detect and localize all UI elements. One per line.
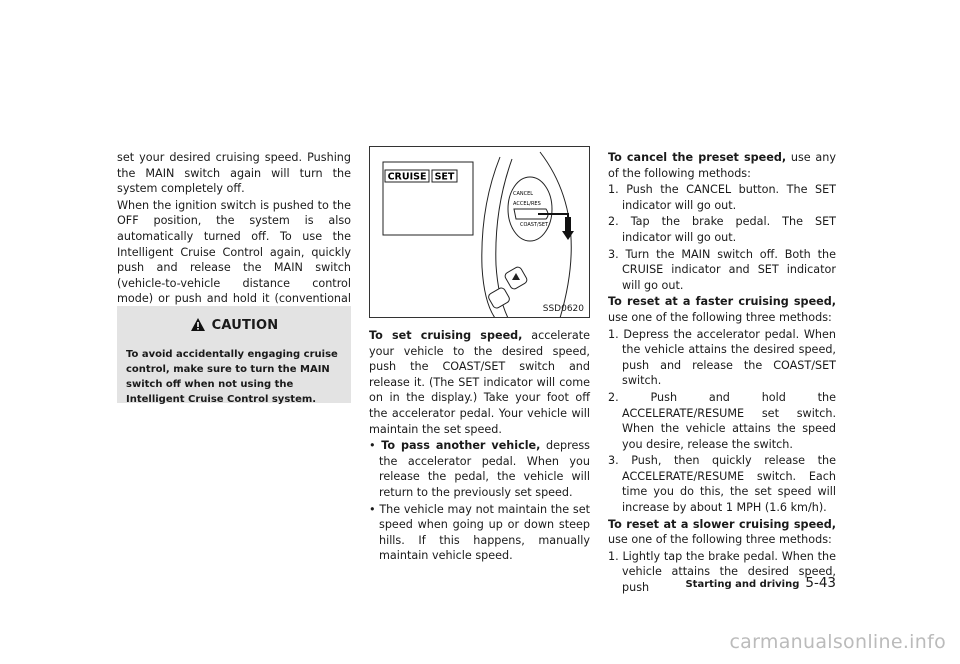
caution-title: CAUTION	[211, 318, 279, 333]
bullet-list	[369, 438, 590, 564]
figure-code: SSD0620	[542, 304, 584, 314]
paragraph	[369, 328, 590, 437]
numbered-list	[608, 182, 836, 293]
list-item: 3. Push, then quickly release the ACCELERATE/RESUME switch. Each time you do this, the set speed will increase by about 1 MPH (1.6 km/h).	[608, 454, 836, 515]
page-footer	[685, 575, 836, 591]
paragraph	[608, 150, 836, 181]
numbered-list	[608, 327, 836, 516]
body-text: use one of the following three methods:	[608, 533, 832, 547]
body-text: use one of the following three methods:	[608, 310, 832, 324]
lead-text: To reset at a slower cruising speed,	[608, 517, 836, 531]
steering-wheel-illustration	[370, 147, 590, 318]
section-name: Starting and driving	[685, 579, 800, 590]
body-text: depress the accelerator pedal. When you release the pedal, the vehicle will return to the previously set speed.	[379, 439, 590, 499]
caution-text: To avoid accidentally engaging cruise control, make sure to turn the MAIN switch off when not using the Intelligent Cruise Control system.	[126, 349, 338, 405]
body-text: The vehicle may not maintain the set speed when going up or down steep hills. If this happens, manually maintain vehicle speed.	[379, 502, 590, 563]
middle-column	[369, 328, 590, 565]
cancel-button-label: CANCEL	[513, 191, 534, 197]
cruise-indicator-text: CRUISE	[387, 171, 427, 183]
warning-icon	[190, 317, 206, 332]
right-column	[608, 150, 836, 597]
paragraph	[608, 294, 836, 325]
list-item: • To pass another vehicle, depress the accelerator pedal. When you release the pedal, the vehicle will return to the previously set speed.	[369, 439, 590, 499]
watermark: carmanualsonline.info	[729, 631, 946, 653]
list-item: • The vehicle may not maintain the set speed when going up or down steep hills. If this happens, manually maintain vehicle speed.	[369, 502, 590, 563]
list-item: 2. Tap the brake pedal. The SET indicator will go out.	[608, 215, 836, 244]
list-item: 1. Push the CANCEL button. The SET indicator will go out.	[608, 183, 836, 212]
paragraph	[608, 517, 836, 548]
lead-text: To set cruising speed,	[369, 329, 523, 342]
paragraph: When the ignition switch is pushed to the OFF position, the system is also automatically turned off. To use the Intelligent Cruise Control again, quickly push and release the MAIN switch (vehicle-to-vehicle distance control mode) or push and hold it (conventional	[117, 198, 351, 306]
paragraph: set your desired cruising speed. Pushing the MAIN switch again will turn the system completely off.	[117, 151, 351, 196]
steering-switch-figure	[369, 146, 590, 318]
list-item: 1. Depress the accelerator pedal. When the vehicle attains the desired speed, push and release the COAST/SET switch.	[608, 327, 836, 388]
caution-box	[117, 306, 351, 403]
set-indicator-text: SET	[434, 171, 455, 183]
page-number: 5-43	[805, 575, 836, 591]
body-text: use any of the following methods:	[608, 151, 836, 180]
coast-button-label: COAST/SET	[520, 222, 549, 228]
lead-text: To pass another vehicle,	[381, 439, 541, 453]
body-text: accelerate your vehicle to the desired speed, push the COAST/SET switch and release it. (The SET indicator will come on in the display.) Take your foot off the accelerator pedal. Your vehicle will maintain the set speed.	[369, 329, 591, 436]
lead-text: To reset at a faster cruising speed,	[608, 295, 836, 309]
left-column	[117, 150, 351, 324]
list-item: 1. Lightly tap the brake pedal. When the vehicle attains the desired speed, push	[608, 549, 836, 595]
list-item: 3. Turn the MAIN switch off. Both the CRUISE indicator and SET indicator will go out.	[608, 247, 836, 292]
caution-heading	[117, 317, 351, 333]
lead-text: To cancel the preset speed,	[608, 151, 787, 164]
accel-button-label: ACCEL/RES	[513, 201, 541, 207]
list-item: 2. Push and hold the ACCELERATE/RESUME set switch. When the vehicle attains the speed you desire, release the switch.	[608, 390, 836, 451]
